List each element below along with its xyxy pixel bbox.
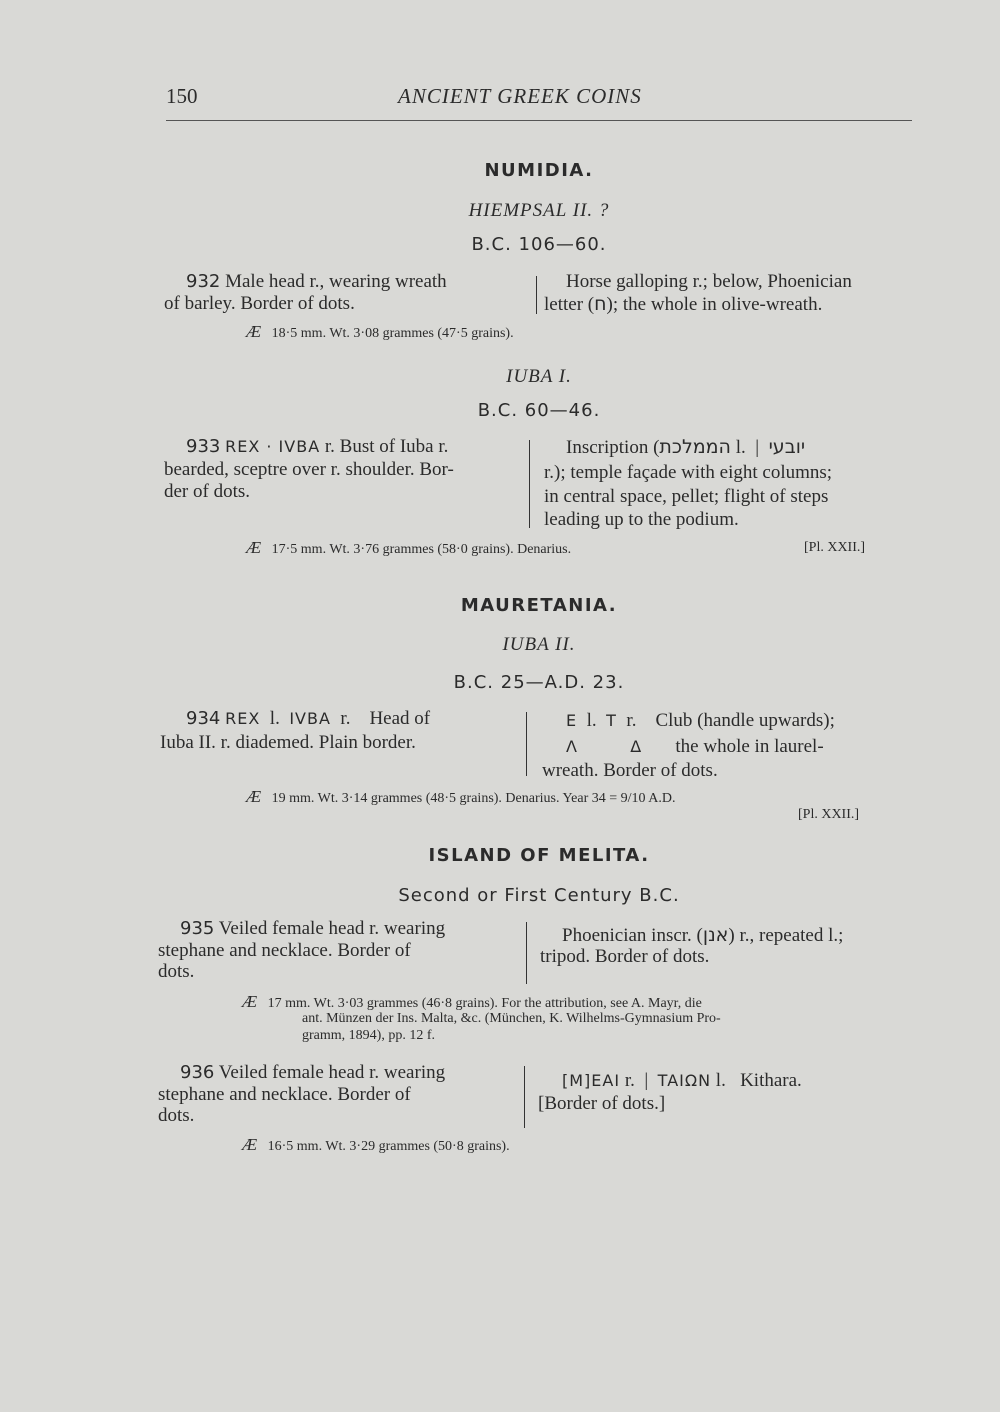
coin-932-reverse-line1: Horse galloping r.; below, Phoenician xyxy=(566,271,852,292)
coin-number: 932 xyxy=(186,271,221,292)
date-heading-mauretania: B.C. 25—A.D. 23. xyxy=(453,672,625,693)
date-heading-iuba-i: B.C. 60—46. xyxy=(477,400,601,421)
coin-935-reverse-line2: tripod. Border of dots. xyxy=(540,946,710,967)
coin-933-reverse-line4: leading up to the podium. xyxy=(544,509,739,530)
coin-935-metrics-line2: ant. Münzen der Ins. Malta, &c. (München, K. Wilhelms-Gymnasium Pro- xyxy=(302,1011,721,1026)
coin-933-reverse-line3: in central space, pellet; flight of steps xyxy=(544,486,829,507)
coin-936-obverse-line1: 936 Veiled female head r. wearing xyxy=(180,1062,446,1083)
coin-934-metrics: Æ 19 mm. Wt. 3·14 grammes (48·5 grains). Denarius. Year 34 = 9/10 A.D. xyxy=(246,787,676,806)
column-divider xyxy=(536,276,537,314)
date-heading-numidia: B.C. 106—60. xyxy=(471,234,607,255)
coin-934-reverse-line2: Λ Δ the whole in laurel- xyxy=(566,736,824,757)
coin-936-obverse-line2: stephane and necklace. Border of xyxy=(158,1084,411,1105)
region-heading-mauretania: MAURETANIA. xyxy=(460,595,618,616)
coin-935-reverse-line1: Phoenician inscr. (אנן) r., repeated l.; xyxy=(562,924,844,946)
region-heading-numidia: NUMIDIA. xyxy=(484,160,594,181)
coin-934-reverse-line3: wreath. Border of dots. xyxy=(542,760,718,781)
obverse-legend: REX · IVBA xyxy=(225,437,321,456)
date-heading-melita: Second or First Century B.C. xyxy=(398,885,680,906)
coin-936-reverse-line1: [M]EAI r. | TAIΩN l. Kithara. xyxy=(562,1070,802,1091)
coin-933-metrics: Æ 17·5 mm. Wt. 3·76 grammes (58·0 grains). Denarius. xyxy=(246,538,572,557)
ruler-heading-hiempsal: HIEMPSAL II. ? xyxy=(468,200,610,221)
coin-934-reverse-line1: E l. T r. Club (handle upwards); xyxy=(566,710,835,731)
coin-933-obverse-line1: 933 REX · IVBA r. Bust of Iuba r. xyxy=(186,436,449,457)
column-divider xyxy=(524,1066,525,1128)
coin-934-plate-ref: [Pl. XXII.] xyxy=(798,807,860,822)
column-divider xyxy=(526,922,527,984)
coin-933-plate-ref: [Pl. XXII.] xyxy=(804,540,866,555)
coin-935-metrics-line1: Æ 17 mm. Wt. 3·03 grammes (46·8 grains). For the attribution, see A. Mayr, die xyxy=(242,992,702,1011)
coin-933-reverse-line2: r.); temple façade with eight columns; xyxy=(544,462,833,483)
coin-932-metrics: Æ 18·5 mm. Wt. 3·08 grammes (47·5 grains). xyxy=(246,322,514,341)
coin-936-reverse-line2: [Border of dots.] xyxy=(538,1093,666,1114)
coin-935-obverse-line1: 935 Veiled female head r. wearing xyxy=(180,918,446,939)
region-heading-melita: ISLAND OF MELITA. xyxy=(428,845,650,866)
coin-933-reverse-line1: Inscription (הממלכת l. | יובעי xyxy=(566,436,806,458)
coin-936-metrics: Æ 16·5 mm. Wt. 3·29 grammes (50·8 grains). xyxy=(242,1135,510,1154)
coin-932-obverse-line2: of barley. Border of dots. xyxy=(164,293,355,314)
coin-935-obverse-line3: dots. xyxy=(158,961,195,982)
ruler-heading-iuba-i: IUBA I. xyxy=(506,366,572,387)
column-divider xyxy=(529,440,530,528)
coin-933-obverse-line3: der of dots. xyxy=(164,481,251,502)
coin-935-metrics-line3: gramm, 1894), pp. 12 f. xyxy=(302,1028,435,1043)
coin-936-obverse-line3: dots. xyxy=(158,1105,195,1126)
coin-934-obverse-line2: Iuba II. r. diademed. Plain border. xyxy=(160,732,416,753)
ruler-heading-iuba-ii: IUBA II. xyxy=(502,634,576,655)
coin-933-obverse-line2: bearded, sceptre over r. shoulder. Bor- xyxy=(164,459,454,480)
coin-932-obverse-line1: 932 Male head r., wearing wreath xyxy=(186,271,447,292)
coin-932-reverse-line2: letter (ח); the whole in olive-wreath. xyxy=(544,293,823,315)
coin-934-obverse-line1: 934 REX l. IVBA r. Head of xyxy=(186,708,431,729)
running-title: ANCIENT GREEK COINS xyxy=(398,84,642,108)
header-rule xyxy=(166,120,912,121)
page-number: 150 xyxy=(166,84,198,108)
coin-935-obverse-line2: stephane and necklace. Border of xyxy=(158,940,411,961)
column-divider xyxy=(526,712,527,776)
